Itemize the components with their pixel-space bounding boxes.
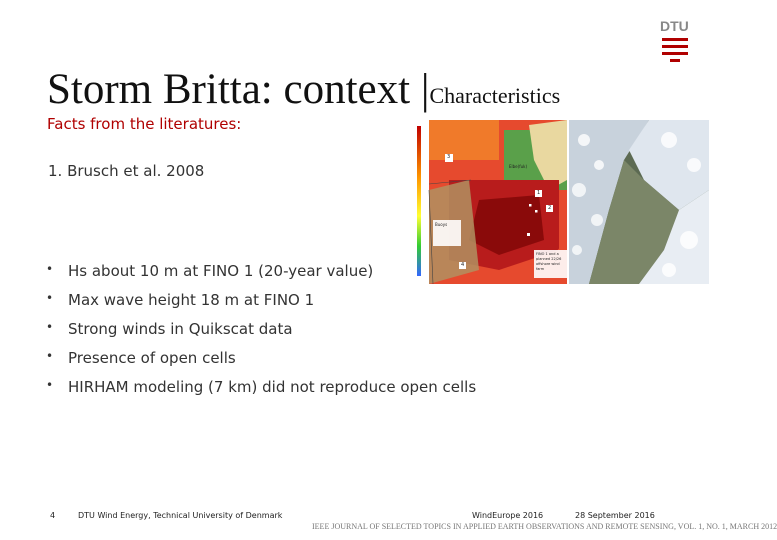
map-place-label: Elbe(fuk) <box>509 164 528 169</box>
bullet-glyph: • <box>46 349 54 363</box>
map-fino-label: FINO 1 and a planned 22/26 offshore wind farm <box>536 252 562 271</box>
logo-bar <box>662 52 688 55</box>
storm-map-figure <box>409 120 567 284</box>
slide-title <box>47 64 560 122</box>
bullet-glyph: • <box>46 378 54 392</box>
journal-citation: IEEE JOURNAL OF SELECTED TOPICS IN APPLIED EARTH OBSERVATIONS AND REMOTE SENSING, VOL. 1, NO. 1, MARCH 2012 <box>312 522 777 531</box>
satellite-image-figure <box>569 120 709 284</box>
map-label-4: 4 <box>461 262 465 268</box>
map-buoy-label: Buoys <box>435 222 448 227</box>
footer-date: 28 September 2016 <box>575 511 655 520</box>
dtu-logo <box>660 18 690 64</box>
bullet-text: Hs about 10 m at FINO 1 (20-year value) <box>68 262 374 280</box>
bullet-glyph: • <box>46 291 54 305</box>
dtu-logo-text: DTU <box>660 18 689 34</box>
bullet-text: Presence of open cells <box>68 349 236 367</box>
footer-event: WindEurope 2016 <box>472 511 544 520</box>
logo-bar <box>670 59 680 62</box>
page-number: 4 <box>50 511 56 520</box>
bullet-text: Max wave height 18 m at FINO 1 <box>68 291 315 309</box>
bullet-glyph: • <box>46 320 54 334</box>
logo-bar <box>662 38 688 41</box>
footer-organization: DTU Wind Energy, Technical University of Denmark <box>78 511 283 520</box>
facts-heading: Facts from the literatures: <box>47 115 242 133</box>
satellite-image <box>569 120 709 284</box>
title-separator: | <box>420 66 430 113</box>
numbered-item: 1. Brusch et al. 2008 <box>48 162 205 180</box>
title-sub: Characteristics <box>429 83 561 108</box>
map-label-3: 3 <box>447 154 451 160</box>
bullet-glyph: • <box>46 262 54 276</box>
bullet-text: HIRHAM modeling (7 km) did not reproduce open cells <box>68 378 477 396</box>
map-label-2: 2 <box>548 205 552 211</box>
bullet-text: Strong winds in Quikscat data <box>68 320 293 338</box>
title-main: Storm Britta: context <box>47 66 411 113</box>
map-label-1: 1 <box>537 190 541 196</box>
logo-bar <box>662 45 688 48</box>
